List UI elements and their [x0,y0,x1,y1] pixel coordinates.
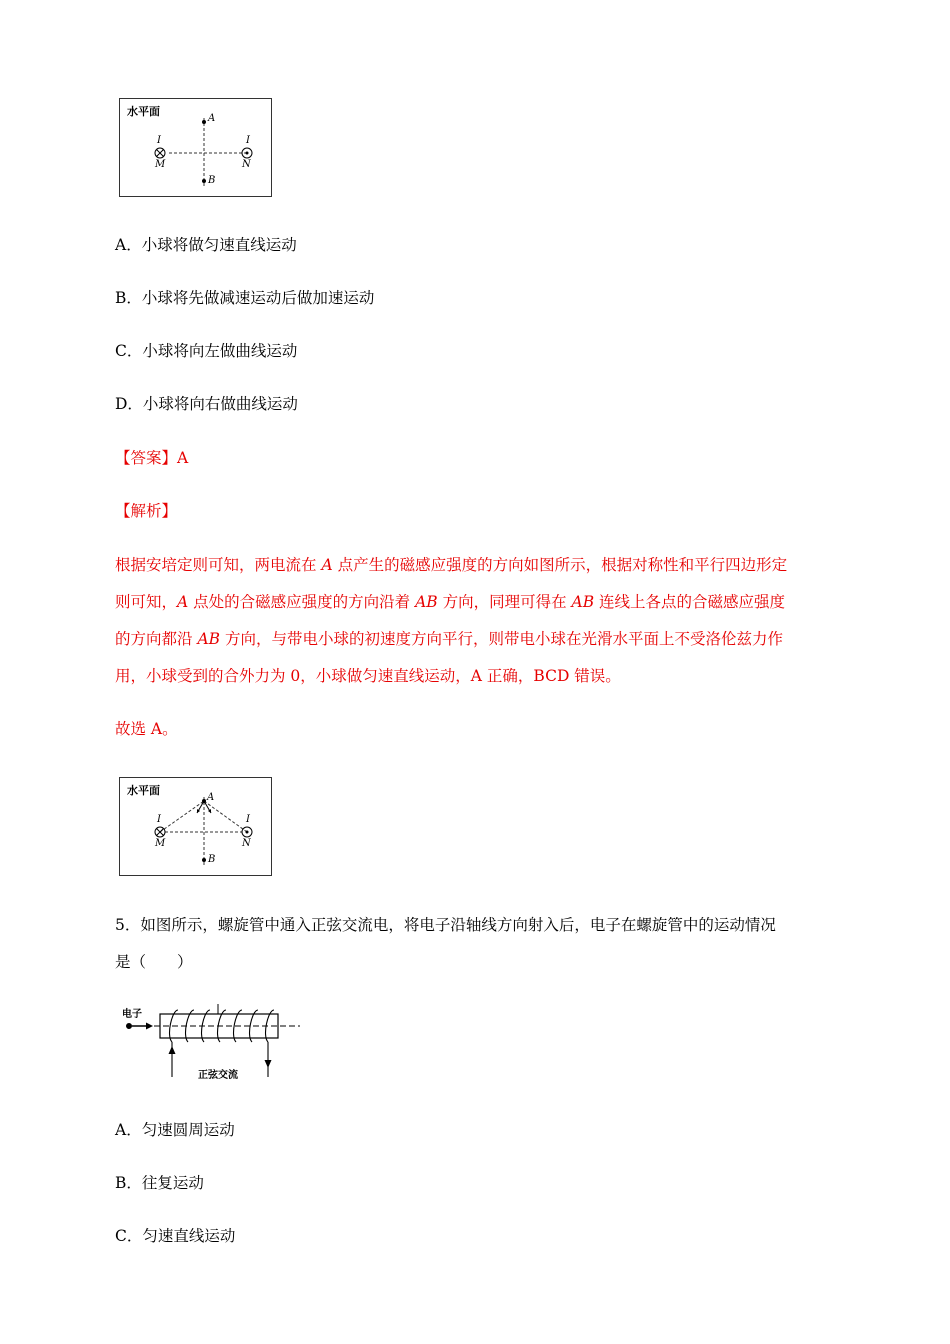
q5-option-a: A．匀速圆周运动 [115,1121,235,1139]
label-B: B [208,854,216,865]
analysis-conclusion: 故选 A。 [115,720,178,738]
q4-option-a: A．小球将做匀速直线运动 [115,236,297,254]
var-A: A [321,556,333,574]
analysis-label: 【解析】 [115,502,178,520]
current-into-page-icon [155,827,165,837]
current-label: 正弦交流 [198,1070,238,1081]
electron-label: 电子 [122,1009,142,1020]
var-AB: AB [197,630,221,648]
label-M: M [155,838,166,849]
q4-option-b: B．小球将先做减速运动后做加速运动 [115,289,375,307]
label-B: B [208,175,216,186]
analysis-line-4: 用，小球受到的合外力为 0，小球做匀速直线运动，A 正确，BCD 错误。 [115,667,621,685]
answer-label: 【答案】 [115,449,178,467]
current-out-of-page-icon [242,827,252,837]
var-A: A [177,593,189,611]
q5-option-c: C．匀速直线运动 [115,1227,236,1245]
q4-option-c: C．小球将向左做曲线运动 [115,342,298,360]
q5-stem-line-1: 5．如图所示，螺旋管中通入正弦交流电，将电子沿轴线方向射入后，电子在螺旋管中的运动情况 [115,916,776,934]
q5-option-b: B．往复运动 [115,1174,204,1192]
label-I-left: I [157,814,161,825]
label-I-right: I [246,135,250,146]
q5-stem-line-2: 是（ ） [115,953,193,971]
figure-2-title: 水平面 [127,784,160,797]
label-A: A [207,792,215,803]
label-M: M [155,159,166,170]
label-N: N [242,838,251,849]
var-AB: AB [571,593,595,611]
analysis-text: 方向，同理可得在 [437,593,572,611]
figure-2 [119,777,273,881]
analysis-text: 的方向都沿 [115,630,198,648]
analysis-line-1 [115,555,787,575]
figure-3 [120,1002,305,1082]
analysis-text: 根据安培定则可知，两电流在 [115,556,322,574]
analysis-text: 方向，与带电小球的初速度方向平行，则带电小球在光滑水平面上不受洛伦兹力作 [220,630,783,648]
analysis-line-2 [115,592,785,612]
q4-option-d: D．小球将向右做曲线运动 [115,395,298,413]
analysis-text: 则可知， [115,593,178,611]
analysis-text: 点处的合磁感应强度的方向沿着 [188,593,416,611]
current-out-of-page-icon [242,148,252,158]
analysis-text: 点产生的磁感应强度的方向如图所示，根据对称性和平行四边形定 [332,556,788,574]
answer-value: A [177,449,189,467]
label-N: N [242,159,251,170]
var-AB: AB [415,593,438,611]
analysis-line-3 [115,629,783,649]
figure-1 [119,98,273,198]
current-into-page-icon [155,148,165,158]
label-I-right: I [246,814,250,825]
figure-1-title: 水平面 [127,105,160,118]
label-I-left: I [157,135,161,146]
answer-line [115,448,188,468]
label-A: A [208,113,216,124]
analysis-text: 连线上各点的合磁感应强度 [594,593,786,611]
